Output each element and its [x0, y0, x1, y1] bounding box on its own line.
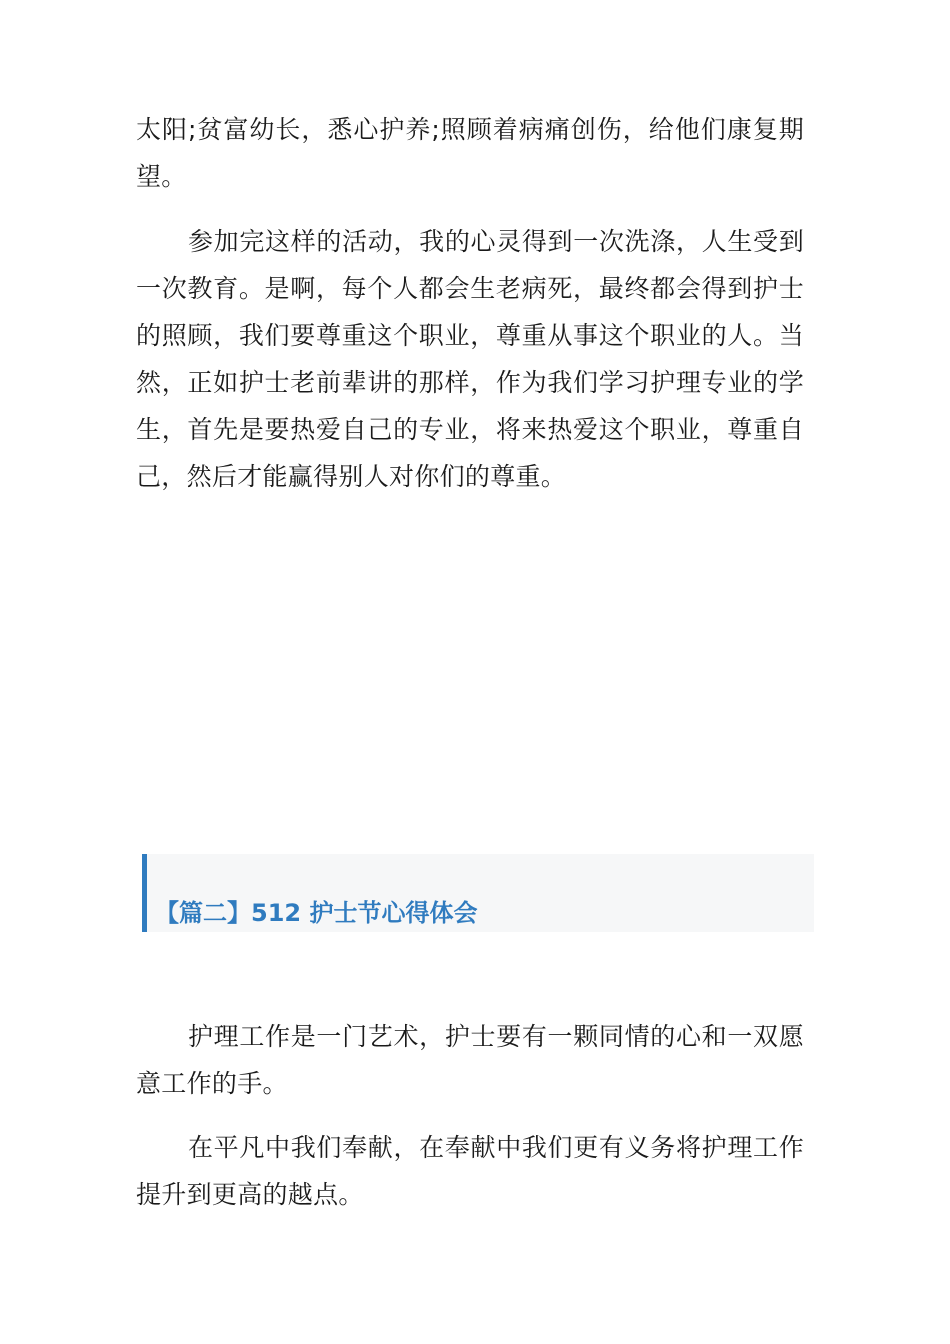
section-heading-box — [142, 854, 814, 932]
paragraph-2: 参加完这样的活动，我的心灵得到一次洗涤，人生受到一次教育。是啊，每个人都会生老病死，最终都会得到护士的照顾，我们要尊重这个职业，尊重从事这个职业的人。当然，正如护士老前辈讲的那样，作为我们学习护理专业的学生，首先是要热爱自己的专业，将来热爱这个职业，尊重自己，然后才能赢得别人对你们的尊重。 — [136, 227, 804, 491]
paragraph-1: 太阳;贫富幼长，悉心护养;照顾着病痛创伤，给他们康复期望。 — [136, 115, 804, 191]
paragraph-3: 护理工作是一门艺术，护士要有一颗同情的心和一双愿意工作的手。 — [136, 1022, 804, 1098]
section-heading: 【篇二】512 护士节心得体会 — [155, 899, 478, 927]
paragraph-4: 在平凡中我们奉献，在奉献中我们更有义务将护理工作提升到更高的越点。 — [136, 1133, 804, 1209]
